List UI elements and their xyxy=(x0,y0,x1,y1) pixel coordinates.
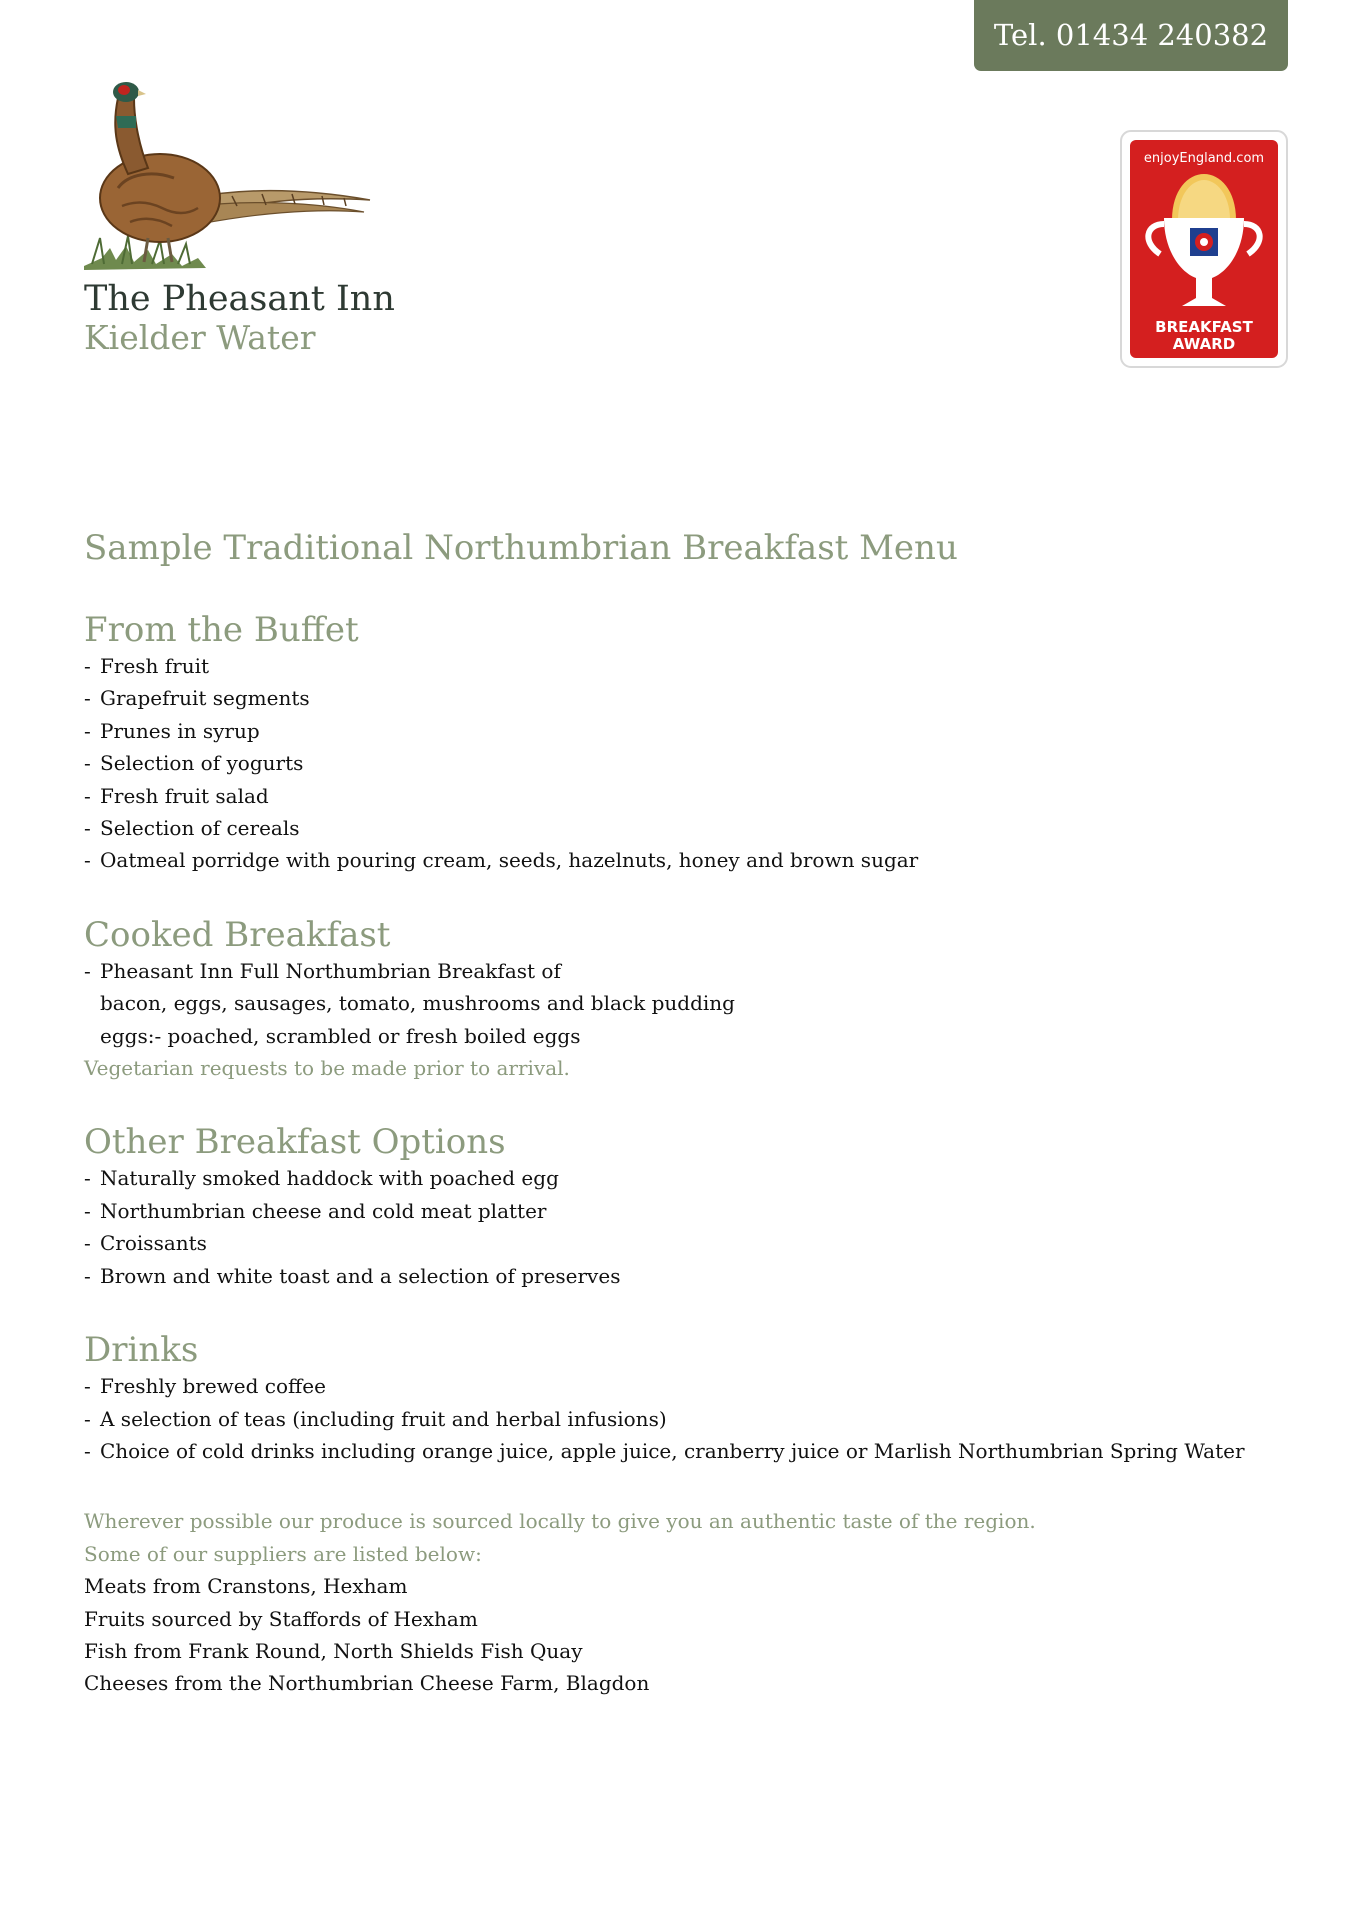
telephone-badge: Tel. 01434 240382 xyxy=(974,0,1288,71)
list-item: - Oatmeal porridge with pouring cream, seeds, hazelnuts, honey and brown sugar xyxy=(84,848,919,873)
section-heading: Cooked Breakfast xyxy=(84,914,391,955)
supplier-item: Meats from Cranstons, Hexham xyxy=(84,1574,408,1599)
sourcing-block xyxy=(84,1505,1304,1699)
section-heading: From the Buffet xyxy=(84,610,359,650)
sourcing-intro: Wherever possible our produce is sourced locally to give you an authentic taste of the region. xyxy=(84,1509,1036,1534)
section-cooked-breakfast xyxy=(84,915,1304,1085)
menu-title: Sample Traditional Northumbrian Breakfast Menu xyxy=(84,528,958,568)
menu-content xyxy=(84,525,1304,1700)
award-line2: AWARD xyxy=(1172,335,1236,353)
list-item: - Fresh fruit salad xyxy=(84,783,269,808)
supplier-item: Fish from Frank Round, North Shields Fish Quay xyxy=(84,1638,583,1663)
list-item: - Naturally smoked haddock with poached egg xyxy=(84,1166,559,1191)
pheasant-logo-icon xyxy=(82,78,372,273)
list-item-continuation: bacon, eggs, sausages, tomato, mushrooms and black pudding xyxy=(100,991,735,1016)
list-item: - Prunes in syrup xyxy=(84,718,260,743)
section-other-options xyxy=(84,1122,1304,1292)
list-item: - Selection of yogurts xyxy=(84,751,304,776)
sourcing-intro: Some of our suppliers are listed below: xyxy=(84,1541,482,1566)
section-buffet xyxy=(84,610,1304,877)
brand-location: Kielder Water xyxy=(84,318,316,357)
list-item-continuation: eggs:- poached, scrambled or fresh boiled eggs xyxy=(100,1023,581,1048)
list-item: - Pheasant Inn Full Northumbrian Breakfast of xyxy=(84,958,561,983)
list-item: - Choice of cold drinks including orange juice, apple juice, cranberry juice or Marlish Northumbrian Spring Water xyxy=(84,1438,1245,1463)
award-site-text: enjoyEngland.com xyxy=(1143,151,1265,166)
vegetarian-note: Vegetarian requests to be made prior to arrival. xyxy=(84,1056,570,1081)
list-item: - Brown and white toast and a selection of preserves xyxy=(84,1263,621,1288)
list-item: - A selection of teas (including fruit and herbal infusions) xyxy=(84,1406,667,1431)
list-item: - Fresh fruit xyxy=(84,654,210,678)
supplier-item: Cheeses from the Northumbrian Cheese Farm, Blagdon xyxy=(84,1671,650,1696)
supplier-item: Fruits sourced by Staffords of Hexham xyxy=(84,1606,478,1631)
list-item: - Northumbrian cheese and cold meat platter xyxy=(84,1198,547,1223)
brand-name: The Pheasant Inn xyxy=(84,279,395,319)
award-line1: BREAKFAST xyxy=(1155,318,1253,336)
list-item: - Freshly brewed coffee xyxy=(84,1374,326,1399)
section-heading: Drinks xyxy=(84,1330,199,1371)
section-heading: Other Breakfast Options xyxy=(84,1122,506,1163)
breakfast-award-badge xyxy=(1120,130,1288,368)
list-item: - Selection of cereals xyxy=(84,816,300,841)
section-drinks xyxy=(84,1330,1304,1467)
list-item: - Grapefruit segments xyxy=(84,686,310,711)
list-item: - Croissants xyxy=(84,1231,207,1256)
